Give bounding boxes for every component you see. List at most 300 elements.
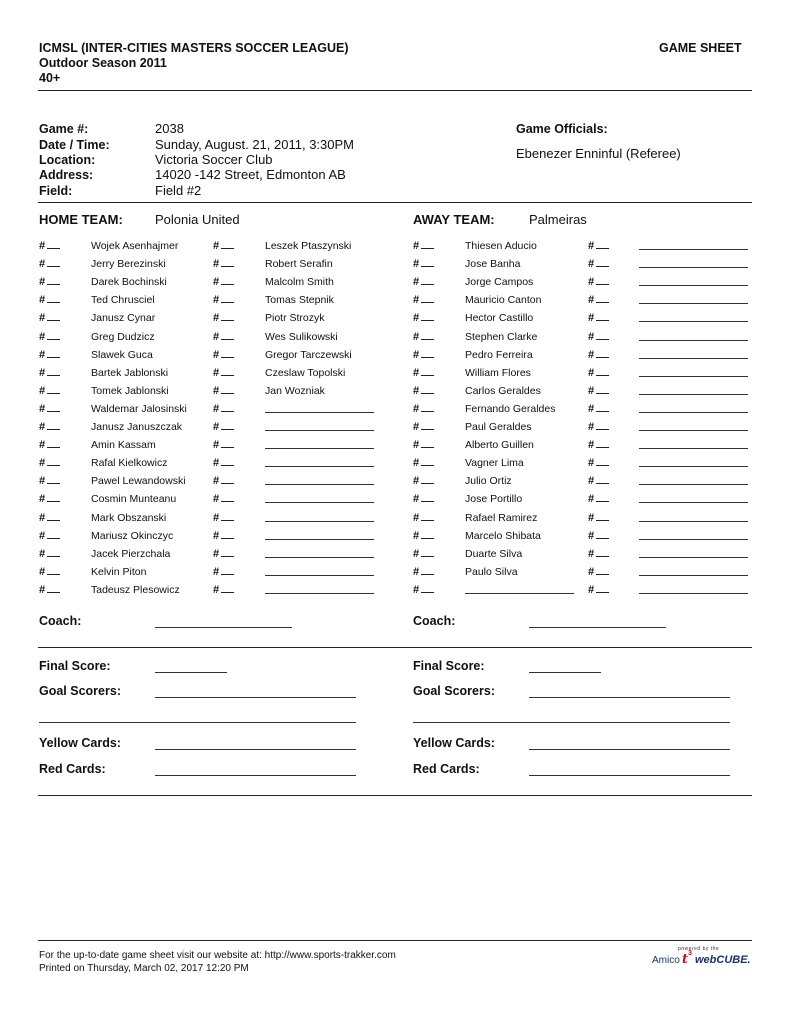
home-player-name: Waldemar Jalosinski bbox=[91, 402, 187, 415]
home-player-name-line[interactable] bbox=[265, 512, 374, 522]
number-blank[interactable] bbox=[596, 258, 609, 267]
jersey-number-field[interactable] bbox=[39, 439, 60, 451]
number-sign: # bbox=[413, 312, 420, 325]
home-yellow-cards-label: Yellow Cards: bbox=[39, 736, 121, 750]
number-sign: # bbox=[413, 402, 420, 415]
jersey-number-field[interactable] bbox=[213, 349, 234, 361]
amico-webcube-logo bbox=[650, 946, 752, 972]
table-row bbox=[0, 548, 791, 566]
number-sign: # bbox=[413, 258, 420, 271]
number-blank[interactable] bbox=[221, 475, 234, 484]
number-sign: # bbox=[413, 294, 420, 307]
away-player-name-line[interactable] bbox=[639, 439, 748, 449]
away-player-name-line[interactable] bbox=[639, 403, 748, 413]
jersey-number-field[interactable] bbox=[39, 421, 60, 433]
away-player-name-line[interactable] bbox=[639, 276, 748, 286]
away-player-name-line[interactable] bbox=[639, 475, 748, 485]
home-player-name-line[interactable] bbox=[265, 457, 374, 467]
number-blank[interactable] bbox=[221, 548, 234, 557]
number-sign: # bbox=[588, 547, 595, 560]
away-player-name-line[interactable] bbox=[465, 584, 574, 594]
jersey-number-field[interactable] bbox=[39, 294, 60, 306]
number-blank[interactable] bbox=[47, 493, 60, 502]
jersey-number-field[interactable] bbox=[588, 439, 609, 451]
jersey-number-field[interactable] bbox=[39, 584, 60, 596]
home-player-name-line[interactable] bbox=[265, 548, 374, 558]
jersey-number-field[interactable] bbox=[213, 331, 234, 343]
number-blank[interactable] bbox=[421, 566, 434, 575]
number-blank[interactable] bbox=[221, 240, 234, 249]
number-blank[interactable] bbox=[596, 331, 609, 340]
jersey-number-field[interactable] bbox=[588, 349, 609, 361]
jersey-number-field[interactable] bbox=[413, 385, 434, 397]
number-blank[interactable] bbox=[221, 312, 234, 321]
number-blank[interactable] bbox=[47, 276, 60, 285]
away-player-name-line[interactable] bbox=[639, 385, 748, 395]
jersey-number-field[interactable] bbox=[39, 331, 60, 343]
away-player-name: Jose Banha bbox=[465, 258, 521, 271]
away-coach-line[interactable] bbox=[529, 627, 666, 628]
number-blank[interactable] bbox=[221, 530, 234, 539]
jersey-number-field[interactable] bbox=[213, 312, 234, 324]
jersey-number-field[interactable] bbox=[413, 475, 434, 487]
table-row bbox=[0, 312, 791, 330]
number-blank[interactable] bbox=[421, 457, 434, 466]
number-sign: # bbox=[588, 402, 595, 415]
number-blank[interactable] bbox=[421, 493, 434, 502]
jersey-number-field[interactable] bbox=[39, 240, 60, 252]
number-sign: # bbox=[413, 348, 420, 361]
jersey-number-field[interactable] bbox=[413, 548, 434, 560]
away-player-name: Jorge Campos bbox=[465, 276, 534, 289]
number-blank[interactable] bbox=[47, 403, 60, 412]
away-player-name-line[interactable] bbox=[639, 584, 748, 594]
jersey-number-field[interactable] bbox=[39, 512, 60, 524]
jersey-number-field[interactable] bbox=[213, 367, 234, 379]
number-blank[interactable] bbox=[596, 403, 609, 412]
number-blank[interactable] bbox=[421, 349, 434, 358]
number-sign: # bbox=[39, 565, 46, 578]
jersey-number-field[interactable] bbox=[213, 584, 234, 596]
home-goal-scorers-label: Goal Scorers: bbox=[39, 684, 121, 698]
number-sign: # bbox=[413, 475, 420, 488]
jersey-number-field[interactable] bbox=[588, 240, 609, 252]
jersey-number-field[interactable] bbox=[39, 276, 60, 288]
away-player-name-line[interactable] bbox=[639, 421, 748, 431]
jersey-number-field[interactable] bbox=[588, 584, 609, 596]
jersey-number-field[interactable] bbox=[413, 312, 434, 324]
number-blank[interactable] bbox=[421, 475, 434, 484]
number-blank[interactable] bbox=[421, 240, 434, 249]
number-blank[interactable] bbox=[421, 312, 434, 321]
jersey-number-field[interactable] bbox=[39, 475, 60, 487]
number-blank[interactable] bbox=[421, 530, 434, 539]
number-sign: # bbox=[213, 366, 220, 379]
away-player-name: Julio Ortiz bbox=[465, 475, 512, 488]
number-blank[interactable] bbox=[47, 475, 60, 484]
score-divider bbox=[38, 795, 752, 796]
number-blank[interactable] bbox=[421, 439, 434, 448]
number-sign: # bbox=[413, 511, 420, 524]
number-blank[interactable] bbox=[596, 439, 609, 448]
jersey-number-field[interactable] bbox=[213, 385, 234, 397]
home-team-name: Polonia United bbox=[155, 212, 240, 227]
number-sign: # bbox=[39, 547, 46, 560]
home-player-name-line[interactable] bbox=[265, 475, 374, 485]
number-sign: # bbox=[39, 348, 46, 361]
jersey-number-field[interactable] bbox=[39, 258, 60, 270]
jersey-number-field[interactable] bbox=[213, 530, 234, 542]
jersey-number-field[interactable] bbox=[588, 312, 609, 324]
number-sign: # bbox=[588, 348, 595, 361]
home-final-score-label: Final Score: bbox=[39, 659, 111, 673]
away-red-cards-label: Red Cards: bbox=[413, 762, 480, 776]
jersey-number-field[interactable] bbox=[413, 584, 434, 596]
table-row bbox=[0, 421, 791, 439]
table-row bbox=[0, 367, 791, 385]
location-value: Victoria Soccer Club bbox=[155, 152, 273, 167]
jersey-number-field[interactable] bbox=[413, 349, 434, 361]
number-blank[interactable] bbox=[596, 566, 609, 575]
location-label: Location: bbox=[39, 153, 96, 167]
away-player-name-line[interactable] bbox=[639, 258, 748, 268]
number-blank[interactable] bbox=[221, 367, 234, 376]
number-blank[interactable] bbox=[47, 367, 60, 376]
number-sign: # bbox=[213, 421, 220, 433]
home-player-name-line[interactable] bbox=[265, 493, 374, 503]
jersey-number-field[interactable] bbox=[213, 439, 234, 451]
home-player-name: Gregor Tarczewski bbox=[265, 348, 352, 361]
number-blank[interactable] bbox=[221, 385, 234, 394]
number-sign: # bbox=[213, 547, 220, 560]
number-blank[interactable] bbox=[221, 349, 234, 358]
number-blank[interactable] bbox=[47, 457, 60, 466]
number-blank[interactable] bbox=[221, 566, 234, 575]
away-final-score-label: Final Score: bbox=[413, 659, 485, 673]
number-blank[interactable] bbox=[596, 367, 609, 376]
home-player-name: Tadeusz Plesowicz bbox=[91, 583, 180, 596]
footer-website: For the up-to-date game sheet visit our website at: http://www.sports-trakker.com bbox=[39, 950, 396, 961]
jersey-number-field[interactable] bbox=[413, 439, 434, 451]
home-final-score-line[interactable] bbox=[155, 672, 227, 673]
jersey-number-field[interactable] bbox=[213, 457, 234, 469]
home-coach-line[interactable] bbox=[155, 627, 292, 628]
away-team-label: AWAY TEAM: bbox=[413, 212, 495, 227]
number-blank[interactable] bbox=[596, 421, 609, 430]
number-blank[interactable] bbox=[421, 276, 434, 285]
jersey-number-field[interactable] bbox=[39, 349, 60, 361]
jersey-number-field[interactable] bbox=[413, 457, 434, 469]
number-blank[interactable] bbox=[47, 331, 60, 340]
game-number-label: Game #: bbox=[39, 122, 89, 136]
number-blank[interactable] bbox=[421, 584, 434, 593]
jersey-number-field[interactable] bbox=[588, 512, 609, 524]
jersey-number-field[interactable] bbox=[213, 240, 234, 252]
away-player-name-line[interactable] bbox=[639, 349, 748, 359]
away-final-score-line[interactable] bbox=[529, 672, 601, 673]
number-blank[interactable] bbox=[221, 493, 234, 502]
number-blank[interactable] bbox=[221, 403, 234, 412]
number-blank[interactable] bbox=[47, 584, 60, 593]
number-sign: # bbox=[588, 529, 595, 542]
number-sign: # bbox=[413, 529, 420, 542]
number-blank[interactable] bbox=[596, 548, 609, 557]
jersey-number-field[interactable] bbox=[213, 276, 234, 288]
number-sign: # bbox=[213, 529, 220, 542]
number-sign: # bbox=[413, 565, 420, 578]
jersey-number-field[interactable] bbox=[413, 512, 434, 524]
number-blank[interactable] bbox=[221, 584, 234, 593]
home-player-name: Tomek Jablonski bbox=[91, 384, 169, 397]
number-blank[interactable] bbox=[596, 240, 609, 249]
jersey-number-field[interactable] bbox=[413, 367, 434, 379]
number-blank[interactable] bbox=[421, 548, 434, 557]
number-blank[interactable] bbox=[421, 403, 434, 412]
home-player-name: Tomas Stepnik bbox=[265, 294, 334, 307]
number-blank[interactable] bbox=[221, 439, 234, 448]
number-blank[interactable] bbox=[47, 530, 60, 539]
home-player-name: Czeslaw Topolski bbox=[265, 366, 346, 379]
jersey-number-field[interactable] bbox=[588, 331, 609, 343]
number-blank[interactable] bbox=[421, 331, 434, 340]
logo-powered-text: powered by the bbox=[678, 946, 720, 952]
number-blank[interactable] bbox=[421, 258, 434, 267]
number-blank[interactable] bbox=[421, 385, 434, 394]
home-player-name: Wojek Asenhajmer bbox=[91, 240, 179, 252]
number-blank[interactable] bbox=[47, 421, 60, 430]
jersey-number-field[interactable] bbox=[213, 294, 234, 306]
number-sign: # bbox=[39, 294, 46, 307]
jersey-number-field[interactable] bbox=[413, 276, 434, 288]
number-sign: # bbox=[588, 583, 595, 596]
away-player-name: Paulo Silva bbox=[465, 565, 518, 578]
away-player-name-line[interactable] bbox=[639, 566, 748, 576]
number-sign: # bbox=[588, 258, 595, 271]
jersey-number-field[interactable] bbox=[213, 548, 234, 560]
jersey-number-field[interactable] bbox=[588, 475, 609, 487]
home-player-name-line[interactable] bbox=[265, 530, 374, 540]
away-player-name-line[interactable] bbox=[639, 367, 748, 377]
jersey-number-field[interactable] bbox=[588, 457, 609, 469]
number-blank[interactable] bbox=[596, 512, 609, 521]
jersey-number-field[interactable] bbox=[413, 530, 434, 542]
number-blank[interactable] bbox=[47, 349, 60, 358]
home-player-name: Piotr Strozyk bbox=[265, 312, 325, 325]
number-blank[interactable] bbox=[596, 349, 609, 358]
away-player-name-line[interactable] bbox=[639, 493, 748, 503]
home-player-name: Robert Serafin bbox=[265, 258, 333, 271]
jersey-number-field[interactable] bbox=[413, 294, 434, 306]
table-row bbox=[0, 475, 791, 493]
number-sign: # bbox=[588, 384, 595, 397]
jersey-number-field[interactable] bbox=[39, 385, 60, 397]
address-value: 14020 -142 Street, Edmonton AB bbox=[155, 167, 346, 182]
number-sign: # bbox=[39, 583, 46, 596]
away-player-name: Marcelo Shibata bbox=[465, 529, 541, 542]
home-player-name-line[interactable] bbox=[265, 421, 374, 431]
away-yellow-cards-label: Yellow Cards: bbox=[413, 736, 495, 750]
number-blank[interactable] bbox=[47, 566, 60, 575]
away-goal-scorers-line[interactable] bbox=[529, 697, 730, 698]
jersey-number-field[interactable] bbox=[413, 421, 434, 433]
field-value: Field #2 bbox=[155, 183, 202, 198]
away-player-name-line[interactable] bbox=[639, 312, 748, 322]
jersey-number-field[interactable] bbox=[588, 367, 609, 379]
number-blank[interactable] bbox=[221, 276, 234, 285]
home-player-name: Mariusz Okinczyc bbox=[91, 529, 174, 542]
away-player-name-line[interactable] bbox=[639, 457, 748, 467]
number-sign: # bbox=[588, 511, 595, 524]
jersey-number-field[interactable] bbox=[588, 385, 609, 397]
table-row bbox=[0, 294, 791, 312]
away-player-name-line[interactable] bbox=[639, 294, 748, 304]
number-sign: # bbox=[413, 276, 420, 289]
away-player-name: Rafael Ramirez bbox=[465, 511, 538, 524]
away-player-name-line[interactable] bbox=[639, 240, 748, 250]
number-sign: # bbox=[39, 511, 46, 524]
number-blank[interactable] bbox=[596, 475, 609, 484]
number-blank[interactable] bbox=[221, 258, 234, 267]
field-label: Field: bbox=[39, 184, 73, 198]
jersey-number-field[interactable] bbox=[39, 403, 60, 415]
jersey-number-field[interactable] bbox=[588, 294, 609, 306]
number-sign: # bbox=[588, 439, 595, 452]
number-sign: # bbox=[213, 493, 220, 506]
home-player-name: Jerry Berezinski bbox=[91, 258, 166, 271]
jersey-number-field[interactable] bbox=[213, 421, 234, 433]
jersey-number-field[interactable] bbox=[413, 331, 434, 343]
away-yellow-cards-line[interactable] bbox=[529, 749, 730, 750]
number-blank[interactable] bbox=[596, 385, 609, 394]
away-player-name: Hector Castillo bbox=[465, 312, 534, 325]
jersey-number-field[interactable] bbox=[213, 493, 234, 505]
datetime-value: Sunday, August. 21, 2011, 3:30PM bbox=[155, 137, 354, 152]
jersey-number-field[interactable] bbox=[213, 512, 234, 524]
number-sign: # bbox=[413, 384, 420, 397]
number-blank[interactable] bbox=[596, 457, 609, 466]
jersey-number-field[interactable] bbox=[213, 258, 234, 270]
logo-superscript: 3 bbox=[688, 950, 692, 957]
number-blank[interactable] bbox=[221, 457, 234, 466]
number-sign: # bbox=[413, 547, 420, 560]
home-red-cards-line[interactable] bbox=[155, 775, 356, 776]
number-blank[interactable] bbox=[596, 276, 609, 285]
number-blank[interactable] bbox=[47, 258, 60, 267]
jersey-number-field[interactable] bbox=[413, 258, 434, 270]
home-goal-scorers-line-2[interactable] bbox=[39, 722, 356, 723]
number-blank[interactable] bbox=[221, 421, 234, 430]
away-player-name-line[interactable] bbox=[639, 530, 748, 540]
number-blank[interactable] bbox=[221, 331, 234, 340]
number-blank[interactable] bbox=[421, 421, 434, 430]
jersey-number-field[interactable] bbox=[213, 475, 234, 487]
number-blank[interactable] bbox=[47, 294, 60, 303]
jersey-number-field[interactable] bbox=[213, 566, 234, 578]
number-blank[interactable] bbox=[421, 367, 434, 376]
number-blank[interactable] bbox=[421, 512, 434, 521]
home-yellow-cards-line[interactable] bbox=[155, 749, 356, 750]
number-blank[interactable] bbox=[47, 512, 60, 521]
number-sign: # bbox=[213, 402, 220, 415]
number-blank[interactable] bbox=[221, 294, 234, 303]
jersey-number-field[interactable] bbox=[588, 276, 609, 288]
number-sign: # bbox=[413, 421, 420, 433]
away-player-name: William Flores bbox=[465, 366, 531, 379]
home-team-label: HOME TEAM: bbox=[39, 212, 123, 227]
jersey-number-field[interactable] bbox=[588, 258, 609, 270]
number-blank[interactable] bbox=[596, 294, 609, 303]
jersey-number-field[interactable] bbox=[39, 566, 60, 578]
jersey-number-field[interactable] bbox=[413, 403, 434, 415]
away-player-name-line[interactable] bbox=[639, 331, 748, 341]
away-team-name: Palmeiras bbox=[529, 212, 587, 227]
jersey-number-field[interactable] bbox=[413, 493, 434, 505]
jersey-number-field[interactable] bbox=[588, 530, 609, 542]
number-sign: # bbox=[588, 457, 595, 470]
away-red-cards-line[interactable] bbox=[529, 775, 730, 776]
home-player-name-line[interactable] bbox=[265, 439, 374, 449]
number-blank[interactable] bbox=[47, 312, 60, 321]
number-sign: # bbox=[213, 384, 220, 397]
away-player-name: Thiesen Aducio bbox=[465, 240, 537, 252]
home-player-name-line[interactable] bbox=[265, 403, 374, 413]
jersey-number-field[interactable] bbox=[588, 566, 609, 578]
away-player-name: Fernando Geraldes bbox=[465, 402, 556, 415]
number-blank[interactable] bbox=[47, 548, 60, 557]
jersey-number-field[interactable] bbox=[39, 548, 60, 560]
table-row bbox=[0, 566, 791, 584]
league-title: ICMSL (INTER-CITIES MASTERS SOCCER LEAGUE) bbox=[39, 41, 349, 55]
number-blank[interactable] bbox=[596, 584, 609, 593]
number-sign: # bbox=[413, 366, 420, 379]
number-blank[interactable] bbox=[596, 312, 609, 321]
number-blank[interactable] bbox=[596, 530, 609, 539]
jersey-number-field[interactable] bbox=[413, 566, 434, 578]
home-player-name-line[interactable] bbox=[265, 584, 374, 594]
number-blank[interactable] bbox=[221, 512, 234, 521]
number-sign: # bbox=[588, 276, 595, 289]
away-goal-scorers-line-2[interactable] bbox=[413, 722, 730, 723]
home-player-name-line[interactable] bbox=[265, 566, 374, 576]
number-sign: # bbox=[39, 475, 46, 488]
home-goal-scorers-line[interactable] bbox=[155, 697, 356, 698]
jersey-number-field[interactable] bbox=[39, 367, 60, 379]
home-red-cards-label: Red Cards: bbox=[39, 762, 106, 776]
number-blank[interactable] bbox=[596, 493, 609, 502]
number-blank[interactable] bbox=[421, 294, 434, 303]
away-coach-label: Coach: bbox=[413, 614, 456, 628]
jersey-number-field[interactable] bbox=[39, 493, 60, 505]
number-blank[interactable] bbox=[47, 240, 60, 249]
jersey-number-field[interactable] bbox=[39, 457, 60, 469]
number-sign: # bbox=[588, 312, 595, 325]
jersey-number-field[interactable] bbox=[588, 548, 609, 560]
jersey-number-field[interactable] bbox=[39, 530, 60, 542]
jersey-number-field[interactable] bbox=[39, 312, 60, 324]
jersey-number-field[interactable] bbox=[413, 240, 434, 252]
number-blank[interactable] bbox=[47, 439, 60, 448]
jersey-number-field[interactable] bbox=[588, 421, 609, 433]
away-player-name-line[interactable] bbox=[639, 512, 748, 522]
jersey-number-field[interactable] bbox=[213, 403, 234, 415]
jersey-number-field[interactable] bbox=[588, 403, 609, 415]
jersey-number-field[interactable] bbox=[588, 493, 609, 505]
number-sign: # bbox=[213, 565, 220, 578]
away-player-name-line[interactable] bbox=[639, 548, 748, 558]
number-blank[interactable] bbox=[47, 385, 60, 394]
table-row bbox=[0, 403, 791, 421]
home-player-name: Rafal Kielkowicz bbox=[91, 457, 168, 470]
